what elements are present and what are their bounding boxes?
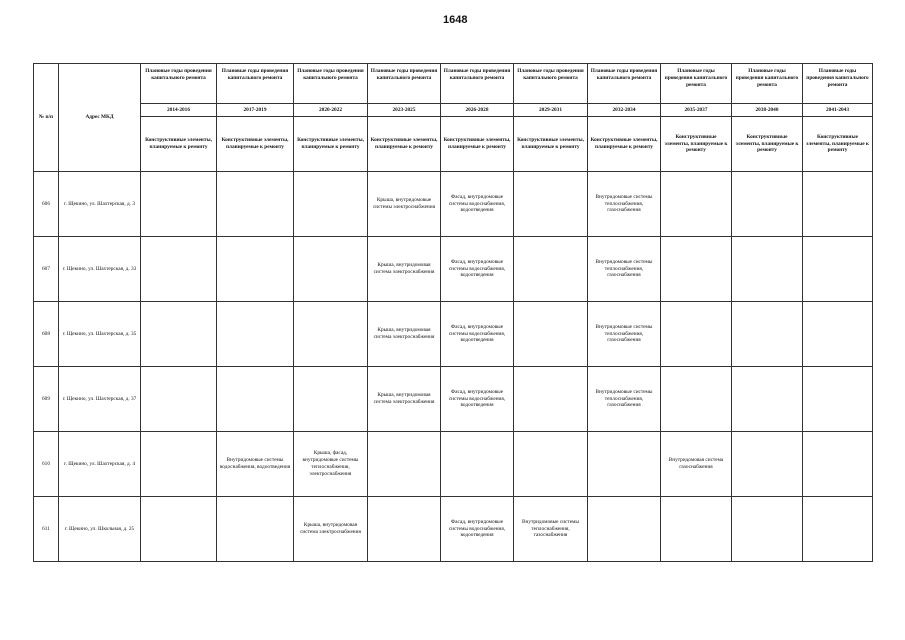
repair-elements-cell bbox=[368, 497, 441, 562]
repair-elements-cell: Крыша, внутридомовые системы электроснабжения bbox=[368, 172, 441, 237]
repair-elements-cell bbox=[217, 497, 294, 562]
repair-elements-cell bbox=[588, 432, 661, 497]
repair-elements-cell bbox=[803, 367, 873, 432]
year-range: 2029-2031 bbox=[514, 104, 588, 117]
repair-elements-cell bbox=[803, 497, 873, 562]
repair-elements-cell bbox=[217, 302, 294, 367]
period-header: Плановые годы проведения капитального ремонта bbox=[441, 64, 514, 104]
row-number: 606 bbox=[34, 172, 59, 237]
repair-elements-cell bbox=[661, 367, 732, 432]
table-row bbox=[34, 497, 873, 562]
repair-elements-cell: Внутридомовые системы теплоснабжения, газоснабжения bbox=[588, 367, 661, 432]
row-address: г. Щекино, ул. Шахтерская, д. 37 bbox=[59, 367, 141, 432]
repair-elements-cell bbox=[732, 237, 803, 302]
period-header: Плановые годы проведения капитального ремонта bbox=[141, 64, 217, 104]
elements-header: Конструктивные элементы, планируемые к ремонту bbox=[661, 117, 732, 172]
repair-elements-cell bbox=[294, 302, 368, 367]
repair-elements-cell bbox=[294, 172, 368, 237]
period-header: Плановые годы проведения капитального ремонта bbox=[514, 64, 588, 104]
repair-elements-cell bbox=[732, 497, 803, 562]
row-address: г. Щекино, ул. Шахтерская, д. 4 bbox=[59, 432, 141, 497]
repair-elements-cell: Крыша, внутридомовая система электроснабжения bbox=[368, 237, 441, 302]
num-header: № п/п bbox=[34, 64, 59, 172]
repair-elements-cell bbox=[141, 302, 217, 367]
year-range: 2035-2037 bbox=[661, 104, 732, 117]
year-range: 2020-2022 bbox=[294, 104, 368, 117]
repair-elements-cell: Фасад, внутридомовые системы водоснабжения, водоотведения bbox=[441, 302, 514, 367]
table-row bbox=[34, 432, 873, 497]
repair-elements-cell bbox=[661, 237, 732, 302]
elements-header: Конструктивные элементы, планируемые к ремонту bbox=[368, 117, 441, 172]
repair-elements-cell: Внутридомовые системы теплоснабжения, газоснабжения bbox=[588, 237, 661, 302]
elements-header: Конструктивные элементы, планируемые к ремонту bbox=[217, 117, 294, 172]
repair-elements-cell bbox=[141, 432, 217, 497]
period-header: Плановые годы проведения капитального ремонта bbox=[803, 64, 873, 104]
repair-elements-cell bbox=[514, 237, 588, 302]
row-number: 611 bbox=[34, 497, 59, 562]
repair-elements-cell: Внутридомовые системы теплоснабжения, газоснабжения bbox=[588, 302, 661, 367]
elements-header: Конструктивные элементы, планируемые к ремонту bbox=[588, 117, 661, 172]
year-range: 2041-2043 bbox=[803, 104, 873, 117]
repair-elements-cell bbox=[294, 237, 368, 302]
repair-elements-cell: Крыша, внутридомовая система электроснабжения bbox=[368, 367, 441, 432]
repair-elements-cell bbox=[368, 432, 441, 497]
repair-elements-cell bbox=[732, 172, 803, 237]
repair-elements-cell bbox=[588, 497, 661, 562]
row-address: г. Щекино, ул. Школьная, д. 25 bbox=[59, 497, 141, 562]
repair-elements-cell bbox=[803, 172, 873, 237]
repair-elements-cell bbox=[141, 497, 217, 562]
repair-elements-cell bbox=[141, 237, 217, 302]
table-row bbox=[34, 367, 873, 432]
period-header: Плановые годы проведения капитального ремонта bbox=[217, 64, 294, 104]
repair-elements-cell bbox=[217, 172, 294, 237]
row-address: г. Щекино, ул. Шахтерская, д. 35 bbox=[59, 302, 141, 367]
repair-elements-cell bbox=[514, 302, 588, 367]
year-range: 2014-2016 bbox=[141, 104, 217, 117]
year-range: 2038-2040 bbox=[732, 104, 803, 117]
elements-header: Конструктивные элементы, планируемые к ремонту bbox=[141, 117, 217, 172]
repair-elements-cell: Фасад, внутридомовые системы водоснабжения, водоотведения bbox=[441, 497, 514, 562]
repair-elements-cell bbox=[661, 497, 732, 562]
repair-elements-cell bbox=[803, 237, 873, 302]
repair-elements-cell bbox=[294, 367, 368, 432]
repair-elements-cell bbox=[441, 432, 514, 497]
row-address: г. Щекино, ул. Шахтерская, д. 3 bbox=[59, 172, 141, 237]
table-row bbox=[34, 172, 873, 237]
row-number: 608 bbox=[34, 302, 59, 367]
year-range: 2017-2019 bbox=[217, 104, 294, 117]
elements-header: Конструктивные элементы, планируемые к ремонту bbox=[732, 117, 803, 172]
repair-elements-cell: Внутридомовая система газоснабжения bbox=[661, 432, 732, 497]
repair-elements-cell bbox=[141, 172, 217, 237]
elements-header: Конструктивные элементы, планируемые к ремонту bbox=[803, 117, 873, 172]
capital-repair-table bbox=[33, 63, 873, 562]
repair-elements-cell bbox=[217, 237, 294, 302]
period-header: Плановые годы проведения капитального ремонта bbox=[368, 64, 441, 104]
repair-elements-cell bbox=[732, 432, 803, 497]
repair-elements-cell: Крыша, внутридомовая система электроснабжения bbox=[368, 302, 441, 367]
page-number: 1648 bbox=[443, 14, 468, 26]
row-number: 609 bbox=[34, 367, 59, 432]
repair-elements-cell bbox=[661, 302, 732, 367]
elements-header: Конструктивные элементы, планируемые к ремонту bbox=[514, 117, 588, 172]
repair-elements-cell: Фасад, внутридомовые системы водоснабжения, водоотведения bbox=[441, 367, 514, 432]
repair-elements-cell bbox=[732, 302, 803, 367]
repair-elements-cell: Фасад, внутридомовые системы водоснабжения, водоотведения bbox=[441, 237, 514, 302]
year-range: 2026-2028 bbox=[441, 104, 514, 117]
period-header: Плановые годы проведения капитального ремонта bbox=[661, 64, 732, 104]
repair-elements-cell: Фасад, внутридомовые системы водоснабжения, водоотведения bbox=[441, 172, 514, 237]
repair-elements-cell bbox=[141, 367, 217, 432]
elements-header: Конструктивные элементы, планируемые к ремонту bbox=[441, 117, 514, 172]
repair-elements-cell bbox=[217, 367, 294, 432]
repair-elements-cell bbox=[732, 367, 803, 432]
period-header: Плановые годы проведения капитального ремонта bbox=[732, 64, 803, 104]
row-address: г. Щекино, ул. Шахтерская, д. 33 bbox=[59, 237, 141, 302]
repair-elements-cell: Внутридомовые системы теплоснабжения, газоснабжения bbox=[514, 497, 588, 562]
repair-elements-cell: Внутридомовые системы теплоснабжения, газоснабжения bbox=[588, 172, 661, 237]
elements-header: Конструктивные элементы, планируемые к ремонту bbox=[294, 117, 368, 172]
repair-elements-cell: Крыша, фасад, внутридомовые системы теплоснабжения, электроснабжения bbox=[294, 432, 368, 497]
row-number: 610 bbox=[34, 432, 59, 497]
repair-elements-cell bbox=[661, 172, 732, 237]
period-header: Плановые годы проведения капитального ремонта bbox=[294, 64, 368, 104]
period-header: Плановые годы проведения капитального ремонта bbox=[588, 64, 661, 104]
year-range: 2023-2025 bbox=[368, 104, 441, 117]
table-row bbox=[34, 237, 873, 302]
address-header: Адрес МКД bbox=[59, 64, 141, 172]
repair-elements-cell bbox=[803, 432, 873, 497]
repair-elements-cell bbox=[803, 302, 873, 367]
repair-elements-cell bbox=[514, 432, 588, 497]
row-number: 607 bbox=[34, 237, 59, 302]
repair-elements-cell bbox=[514, 367, 588, 432]
repair-elements-cell: Внутридомовые системы водоснабжения, водоотведения bbox=[217, 432, 294, 497]
repair-elements-cell: Крыша, внутридомовая система электроснабжения bbox=[294, 497, 368, 562]
repair-elements-cell bbox=[514, 172, 588, 237]
table-row bbox=[34, 302, 873, 367]
year-range: 2032-2034 bbox=[588, 104, 661, 117]
